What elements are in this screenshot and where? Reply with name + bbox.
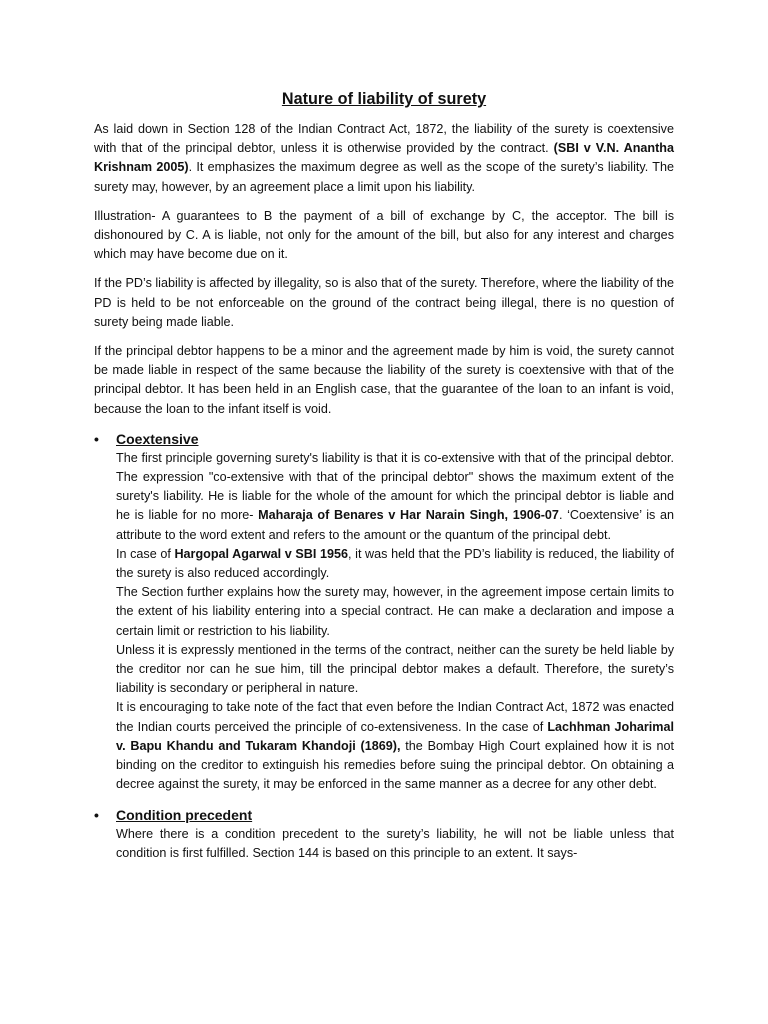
- paragraph: [94, 207, 674, 265]
- case-citation: Hargopal Agarwal v SBI 1956: [174, 546, 349, 561]
- section-title: Condition precedent: [116, 806, 253, 823]
- paragraph: [94, 342, 674, 419]
- paragraph: [116, 825, 674, 863]
- paragraph: [116, 641, 674, 699]
- case-citation: (SBI v V.N. Anantha Krishnam 2005): [94, 141, 674, 175]
- section-body: [94, 449, 674, 795]
- section-heading: [94, 429, 674, 449]
- paragraph: [116, 449, 674, 545]
- case-citation: Maharaja of Benares v Har Narain Singh, 1906-07: [258, 508, 559, 523]
- text-run: The first principle governing surety's liability is that it is co-extensive with that of the principal debtor. The expression "co-extensive with that of the principal debtor" shows the maximum extent of the surety's liability. He is liable for the whole of the amount for which the principal debtor is liable and he is liable for no more-: [116, 450, 674, 523]
- text-run: . It emphasizes the maximum degree as well as the scope of the surety’s liability. The surety may, however, by an agreement place a limit upon his liability.: [94, 160, 675, 194]
- section-heading: [94, 805, 674, 825]
- paragraph: [116, 583, 674, 641]
- text-run: the Bombay High Court explained how it is not binding on the creditor to extinguish his remedies before suing the principal debtor. On obtaining a decree against the surety, it may be enforced in the same manner as a decree for any other debt.: [116, 738, 675, 792]
- intro-block: [94, 120, 674, 419]
- text-run: As laid down in Section 128 of the Indian Contract Act, 1872, the liability of the surety is coextensive with that of the principal debtor, unless it is otherwise provided by the contract.: [94, 122, 674, 156]
- text-run: In case of: [116, 546, 175, 561]
- bullet-icon: •: [94, 430, 99, 447]
- text-run: , it was held that the PD’s liability is reduced, the liability of the surety is also reduced accordingly.: [116, 546, 674, 581]
- text-run: Where there is a condition precedent to the surety’s liability, he will not be liable unless that condition is first fulfilled. Section 144 is based on this principle to an extent. It says-: [116, 826, 674, 860]
- section: [94, 805, 674, 863]
- text-run: If the PD’s liability is affected by illegality, so is also that of the surety. Therefore, where the liability of the PD is held to be not enforceable on the ground of the contract being illegal, there is no question of surety being made liable.: [94, 276, 674, 329]
- text-run: If the principal debtor happens to be a minor and the agreement made by him is void, the surety cannot be made liable in respect of the same because the liability of the surety is coextensive with that of the principal debtor. It has been held in an English case, that the guarantee of the loan to an infant is void, because the loan to the infant itself is void.: [94, 344, 674, 416]
- text-run: Illustration- A guarantees to B the payment of a bill of exchange by C, the acceptor. The bill is dishonoured by C. A is liable, not only for the amount of the bill, but also for any interest and charges which may have become due on it.: [94, 208, 674, 262]
- paragraph: [94, 120, 674, 197]
- text-run: The Section further explains how the surety may, however, in the agreement impose certain limits to the extent of his liability entering into a special contract. He can make a declaration and impose a certain limit or restriction to his liability.: [116, 585, 674, 638]
- text-run: It is encouraging to take note of the fact that even before the Indian Contract Act, 1872 was enacted the Indian courts perceived the principle of co-extensiveness. In the case of: [116, 700, 674, 734]
- sections-block: [94, 429, 674, 863]
- case-citation: Lachhman Joharimal v. Bapu Khandu and Tukaram Khandoji (1869),: [116, 719, 674, 753]
- paragraph: [94, 274, 674, 332]
- section-title: Coextensive: [116, 430, 199, 447]
- section-body: [94, 825, 674, 863]
- text-run: Unless it is expressly mentioned in the terms of the contract, neither can the surety be held liable by the creditor nor can he sue him, till the principal debtor makes a default. Therefore, the surety’s liability is secondary or peripheral in nature.: [116, 642, 674, 696]
- text-run: . ‘Coextensive’ is an attribute to the word extent and refers to the amount or the quantum of the principal debt.: [116, 508, 674, 542]
- section: [94, 429, 674, 795]
- paragraph: [116, 698, 674, 794]
- page-title: Nature of liability of surety: [281, 90, 487, 108]
- paragraph: [116, 545, 674, 583]
- bullet-icon: •: [94, 806, 99, 823]
